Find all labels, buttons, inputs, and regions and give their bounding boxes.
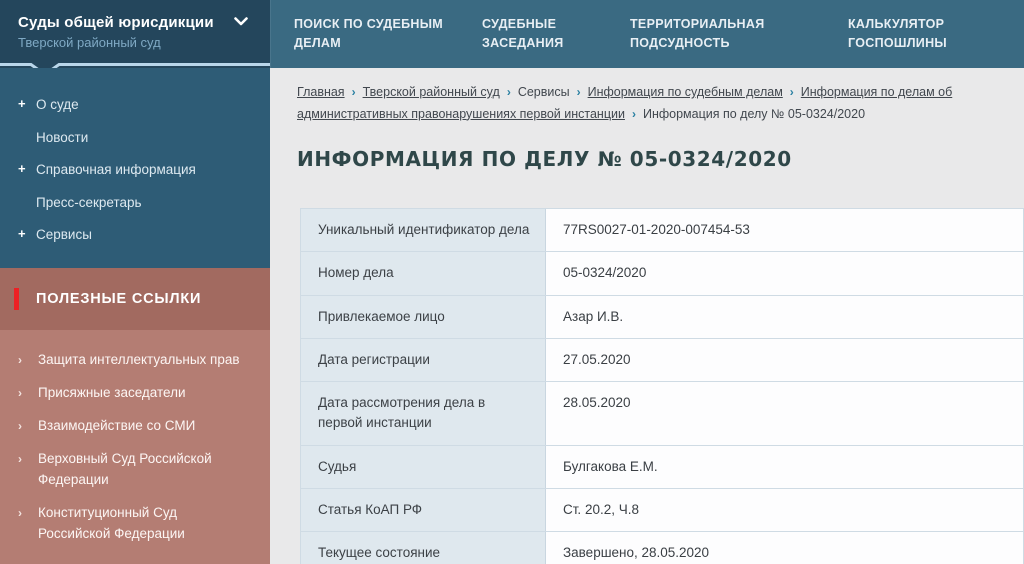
useful-link-label: Верховный Суд Российской Федерации bbox=[38, 450, 212, 487]
page-title: ИНФОРМАЦИЯ ПО ДЕЛУ № 05-0324/2020 bbox=[297, 146, 792, 171]
sidebar-item-label: Новости bbox=[36, 129, 89, 145]
table-row-value: Азар И.В. bbox=[563, 308, 624, 324]
table-row-value: Ст. 20.2, Ч.8 bbox=[563, 501, 639, 517]
table-row bbox=[301, 209, 1023, 252]
table-row bbox=[301, 296, 1023, 339]
plus-icon[interactable]: + bbox=[18, 96, 26, 111]
sidebar bbox=[0, 68, 270, 564]
useful-links-list bbox=[0, 330, 270, 564]
useful-link-label: Конституционный Суд Российской Федерации bbox=[38, 504, 185, 541]
table-row bbox=[301, 489, 1023, 532]
table-row-value: Завершено, 28.05.2020 bbox=[563, 545, 710, 560]
useful-links-title: ПОЛЕЗНЫЕ ССЫЛКИ bbox=[36, 291, 202, 307]
table-row-label: Уникальный идентификатор дела bbox=[301, 209, 546, 251]
breadcrumb bbox=[297, 82, 1013, 126]
nav-item[interactable]: ТЕРРИТОРИАЛЬНАЯ ПОДСУДНОСТЬ bbox=[630, 17, 765, 50]
portal-title: Суды общей юрисдикции bbox=[18, 13, 214, 31]
case-info-table bbox=[300, 208, 1024, 564]
table-row-label: Текущее состояние bbox=[301, 532, 546, 564]
useful-link[interactable] bbox=[0, 383, 270, 416]
sidebar-item[interactable] bbox=[0, 194, 270, 227]
table-row bbox=[301, 339, 1023, 382]
chevron-right-icon: › bbox=[18, 385, 22, 400]
useful-link[interactable] bbox=[0, 503, 270, 557]
table-row-value: 77RS0027-01-2020-007454-53 bbox=[563, 222, 750, 237]
table-row bbox=[301, 446, 1023, 489]
useful-links-header bbox=[0, 268, 270, 330]
table-row bbox=[301, 532, 1023, 564]
sidebar-item-label: О суде bbox=[36, 97, 79, 112]
court-name: Тверской районный суд bbox=[18, 35, 161, 50]
useful-link[interactable] bbox=[0, 350, 270, 383]
nav-item[interactable]: СУДЕБНЫЕ ЗАСЕДАНИЯ bbox=[482, 17, 564, 50]
table-row bbox=[301, 252, 1023, 295]
nav-item[interactable]: КАЛЬКУЛЯТОР ГОСПОШЛИНЫ bbox=[848, 17, 947, 50]
nav-item[interactable]: ПОИСК ПО СУДЕБНЫМ ДЕЛАМ bbox=[294, 17, 444, 50]
table-row-label: Номер дела bbox=[301, 252, 546, 294]
chevron-right-icon: › bbox=[631, 106, 636, 121]
table-row-value: 05-0324/2020 bbox=[563, 265, 647, 281]
breadcrumb-item: Информация по делу № 05-0324/2020 bbox=[642, 106, 866, 121]
table-row-value: 27.05.2020 bbox=[563, 351, 631, 367]
header bbox=[0, 0, 1024, 68]
plus-icon[interactable]: + bbox=[18, 226, 26, 241]
sidebar-item-label: Справочная информация bbox=[36, 162, 196, 177]
chevron-right-icon: › bbox=[789, 85, 794, 99]
chevron-right-icon: › bbox=[18, 451, 22, 466]
useful-links-panel bbox=[0, 268, 270, 564]
chevron-right-icon: › bbox=[18, 418, 22, 433]
chevron-right-icon: › bbox=[351, 85, 356, 99]
sidebar-item[interactable] bbox=[0, 226, 270, 259]
chevron-right-icon: › bbox=[18, 505, 22, 520]
table-row-value: Булгакова Е.М. bbox=[563, 458, 658, 474]
table-row-value: 28.05.2020 bbox=[563, 395, 631, 410]
chevron-right-icon: › bbox=[18, 353, 22, 367]
table-row-label: Судья bbox=[301, 446, 546, 488]
main-content bbox=[270, 68, 1024, 564]
sidebar-menu bbox=[0, 68, 270, 259]
useful-link-label: Взаимодействие со СМИ bbox=[38, 417, 196, 433]
top-nav bbox=[270, 0, 1024, 68]
sidebar-item-label: Сервисы bbox=[36, 227, 92, 242]
breadcrumb-link[interactable]: Информация по судебным делам bbox=[587, 85, 783, 99]
breadcrumb-item: Сервисы bbox=[517, 85, 570, 99]
court-selector[interactable] bbox=[0, 0, 270, 68]
sidebar-item[interactable] bbox=[0, 96, 270, 129]
table-row bbox=[301, 382, 1023, 446]
useful-link[interactable] bbox=[0, 449, 270, 503]
useful-link-label: Присяжные заседатели bbox=[38, 384, 186, 400]
table-row-label: Статья КоАП РФ bbox=[301, 489, 546, 531]
sidebar-item-label: Пресс-секретарь bbox=[36, 194, 142, 210]
table-row-label: Привлекаемое лицо bbox=[301, 296, 546, 338]
breadcrumb-link[interactable]: Главная bbox=[297, 85, 345, 99]
sidebar-item[interactable] bbox=[0, 161, 270, 194]
useful-link[interactable] bbox=[0, 416, 270, 449]
chevron-right-icon: › bbox=[506, 85, 511, 99]
breadcrumb-link[interactable]: Информация по делам об административных правонарушениях первой инстанции bbox=[297, 85, 953, 121]
chevron-down-icon[interactable] bbox=[234, 13, 248, 31]
useful-link-label: Защита интеллектуальных прав bbox=[38, 352, 240, 367]
table-row-label: Дата рассмотрения дела в первой инстанции bbox=[301, 382, 546, 445]
chevron-right-icon: › bbox=[576, 85, 581, 99]
red-accent-bar bbox=[14, 288, 19, 310]
table-row-label: Дата регистрации bbox=[301, 339, 546, 381]
breadcrumb-link[interactable]: Тверской районный суд bbox=[362, 85, 500, 99]
plus-icon[interactable]: + bbox=[18, 161, 26, 176]
sidebar-item[interactable] bbox=[0, 129, 270, 162]
